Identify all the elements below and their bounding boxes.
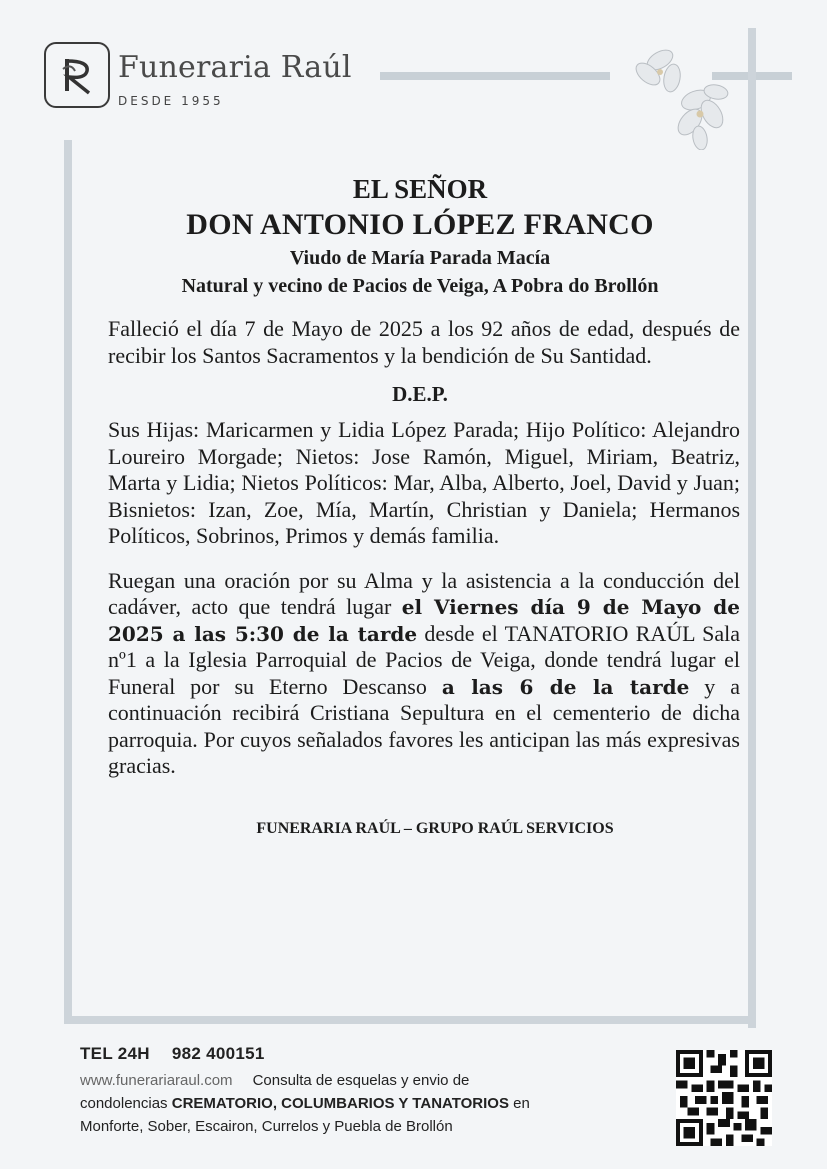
consulta-text: Consulta de esquelas y envio de (252, 1072, 470, 1089)
brand-name: Funeraria Raúl (118, 50, 352, 85)
signature-line: FUNERARIA RAÚL – GRUPO RAÚL SERVICIOS (256, 819, 614, 837)
obituary-body (100, 172, 740, 838)
deceased-name: DON ANTONIO LÓPEZ FRANCO (186, 208, 654, 241)
request-paragraph (100, 568, 740, 780)
phone-line (80, 1044, 640, 1064)
funeral-time: a las 6 de la tarde (441, 674, 690, 699)
request-text-3: y a continuación recibirá Cristiana Sepultura en el cementerio de dicha parroquia. Por cuyos señalados favores les anticipan las más expresivas gracias. (108, 673, 741, 778)
tel-label: TEL 24H (80, 1044, 150, 1063)
frame-right-line (748, 28, 756, 1028)
origin-line: Natural y vecino de Pacios de Veiga, A Pobra do Brollón (181, 275, 659, 297)
family-paragraph: Sus Hijas: Maricarmen y Lidia López Parada; Hijo Político: Alejandro Loureiro Morgade; Nietos: Jose Ramón, Miguel, Miriam, Beatriz, Marta y Lidia; Nietos Políticos: Mar, Alba, Alberto, Joel, David y Juan; Bisnietos: Izan, Zoe, Mía, Martín, Christian y Daniela; Hermanos Políticos, Sobrinos, Primos y demás familia. (108, 417, 740, 548)
ceremony-time: el Viernes día 9 de Mayo de 2025 a las 5:30 de la tarde (108, 595, 740, 646)
website-link[interactable]: www.funerariaraul.com (80, 1072, 233, 1089)
frame-bottom-line (64, 1016, 756, 1024)
r-monogram-icon (55, 53, 99, 97)
locations-line: Monforte, Sober, Escairon, Currelos y Puebla de Brollón (80, 1118, 453, 1135)
tel-number[interactable]: 982 400151 (171, 1044, 265, 1063)
dep-heading: D.E.P. (392, 382, 448, 406)
brand-logo (44, 42, 110, 108)
contact-line3 (80, 1095, 640, 1112)
header-divider (380, 72, 610, 80)
condolencias-text: condolencias (80, 1095, 172, 1112)
request-text-1: Ruegan una oración por su Alma y la asistencia a la conducción del cadáver, acto que tendrá lugar (108, 567, 740, 619)
widower-of: Viudo de María Parada Macía (289, 247, 551, 269)
en-text: en (508, 1095, 530, 1112)
frame-left-line (64, 140, 72, 1020)
death-paragraph: Falleció el día 7 de Mayo de 2025 a los 92 años de edad, después de recibir los Santos Sacramentos y la bendición de Su Santidad. (108, 316, 740, 368)
title-line1: EL SEÑOR (352, 174, 488, 204)
contact-block (80, 1044, 640, 1135)
flower-decoration-icon (620, 30, 740, 150)
brand-since: DESDE 1955 (118, 94, 224, 108)
contact-line2 (80, 1072, 640, 1089)
request-text-2: desde el TANATORIO RAÚL Sala nº1 a la Iglesia Parroquial de Pacios de Veiga, donde tendrá lugar el Funeral por su Eterno Descanso (108, 620, 740, 699)
services-text: CREMATORIO, COLUMBARIOS Y TANATORIOS (171, 1095, 509, 1112)
qr-code-icon[interactable] (676, 1050, 772, 1146)
